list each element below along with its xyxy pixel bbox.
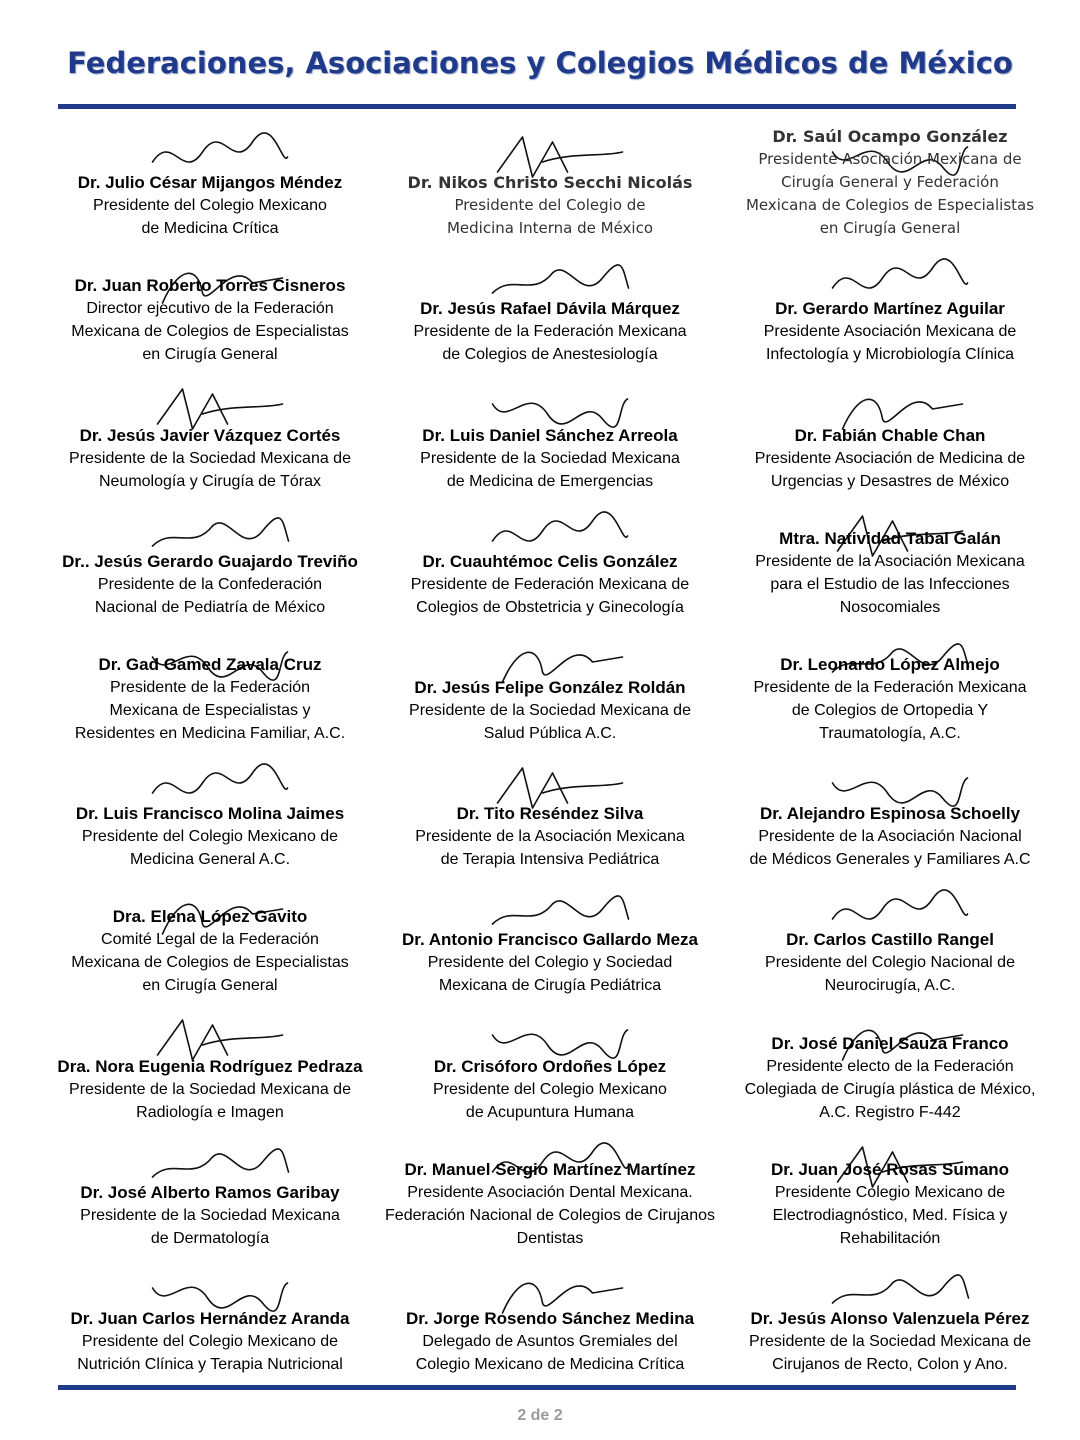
signatory-role: Presidente de la Sociedad Mexicana de Cirujanos de Recto, Colon y Ano. — [749, 1332, 1031, 1373]
signatory-name: Dra. Elena López Gavito — [112, 907, 308, 927]
signatory-role: Presidente electo de la Federación Colegiada de Cirugía plástica de México, A.C. Registro F-442 — [744, 1057, 1036, 1121]
signatory-block — [720, 623, 1060, 749]
signatory-role: Presidente del Colegio Mexicano de Nutrición Clínica y Terapia Nutricional — [77, 1332, 343, 1373]
signatory-name: Dr. Juan José Rosas Sumano — [770, 1159, 1010, 1179]
signatory-name: Dr. Jesús Rafael Dávila Márquez — [420, 299, 680, 319]
signatory-name: Dr. Jorge Rosendo Sánchez Medina — [405, 1308, 695, 1328]
signatory-block — [40, 875, 380, 1001]
signatory-role: Presidente del Colegio y Sociedad Mexicana de Cirugía Pediátrica — [427, 954, 673, 995]
signatory-name: Dr. Julio César Mijangos Méndez — [77, 173, 343, 193]
signatory-role: Presidente Asociación Dental Mexicana. Federación Nacional de Colegios de Cirujanos Dentistas — [385, 1183, 715, 1247]
signatory-block — [380, 623, 720, 749]
signatory-name: Dr. Jesús Alonso Valenzuela Pérez — [750, 1308, 1030, 1328]
signatory-block — [40, 244, 380, 370]
signatory-role: Presidente del Colegio Mexicano de Medicina Crítica — [93, 197, 327, 238]
footer-divider — [58, 1385, 1016, 1390]
signatory-role: Presidente Asociación Mexicana de Infectología y Microbiología Clínica — [763, 323, 1017, 364]
signatory-name: Dr. Gad Gamed Zavala Cruz — [98, 654, 322, 674]
signatory-name: Dr. Juan Carlos Hernández Aranda — [70, 1308, 350, 1328]
signatory-name: Dr. Gerardo Martínez Aguilar — [775, 299, 1005, 319]
signatory-role: Director ejecutivo de la Federación Mexicana de Colegios de Especialistas en Cirugía General — [71, 300, 349, 364]
signatory-name: Mtra. Natividad Tabal Galán — [779, 528, 1001, 548]
signatory-name: Dr. Luis Daniel Sánchez Arreola — [422, 425, 678, 445]
title-divider — [58, 104, 1016, 109]
signatory-block — [380, 1128, 720, 1254]
signatory-name: Dr. Nikos Christo Secchi Nicolás — [407, 173, 693, 193]
signatory-name: Dr. Jesús Javier Vázquez Cortés — [79, 425, 341, 445]
page-number: 2 de 2 — [517, 1407, 563, 1424]
signatory-name: Dr. Tito Reséndez Silva — [456, 804, 644, 824]
signatory-role: Presidente del Colegio de Medicina Interna de México — [446, 196, 654, 238]
signatory-block — [720, 118, 1060, 244]
signatory-block — [720, 497, 1060, 623]
signatory-name: Dr. Alejandro Espinosa Schoelly — [759, 804, 1021, 824]
signatory-role: Presidente de la Confederación Nacional de Pediatría de México — [94, 575, 326, 616]
signatory-block — [40, 497, 380, 623]
signatory-block — [720, 1128, 1060, 1254]
signatory-role: Presidente de la Federación Mexicana de Especialistas y Residentes en Medicina Familiar, A.C. — [74, 678, 346, 742]
signatory-role: Presidente Asociación Mexicana de Cirugía General y Federación Mexicana de Colegios de Especialistas en Cirugía General — [745, 150, 1035, 238]
signatory-role: Presidente de Federación Mexicana de Colegios de Obstetricia y Ginecología — [410, 575, 690, 616]
signatory-role: Delegado de Asuntos Gremiales del Colegio Mexicano de Medicina Crítica — [415, 1332, 685, 1373]
signatory-block — [40, 749, 380, 875]
signatory-role: Presidente de la Asociación Mexicana para el Estudio de las Infecciones Nosocomiales — [755, 552, 1025, 616]
signatory-role: Presidente de la Sociedad Mexicana de Radiología e Imagen — [69, 1080, 351, 1121]
signatory-name: Dr. Saúl Ocampo González — [772, 127, 1008, 147]
signatory-block — [720, 1001, 1060, 1127]
signatory-role: Presidente de la Sociedad Mexicana de Medicina de Emergencias — [420, 449, 680, 490]
page-title: Federaciones, Asociaciones y Colegios Médicos de México — [67, 46, 1013, 80]
signatory-name: Dr. Luis Francisco Molina Jaimes — [75, 804, 345, 824]
signatory-name: Dr. Manuel Sergio Martínez Martínez — [404, 1159, 696, 1179]
signatory-block — [720, 1254, 1060, 1380]
signatories-grid — [40, 118, 1060, 1380]
signatory-block — [40, 1001, 380, 1127]
signatory-name: Dr.. Jesús Gerardo Guajardo Treviño — [62, 551, 358, 571]
signatory-block — [40, 1254, 380, 1380]
signatory-name: Dr. Antonio Francisco Gallardo Meza — [402, 930, 698, 950]
signatory-block — [40, 1128, 380, 1254]
signatory-block — [720, 749, 1060, 875]
signatory-block — [380, 118, 720, 244]
signatory-block — [720, 370, 1060, 496]
signatory-role: Presidente del Colegio Mexicano de Medicina General A.C. — [81, 828, 339, 869]
signatory-block — [380, 875, 720, 1001]
signatory-name: Dr. Cuauhtémoc Celis González — [422, 551, 678, 571]
signatory-name: Dr. Carlos Castillo Rangel — [786, 930, 994, 950]
signatory-name: Dr. José Daniel Sauza Franco — [771, 1033, 1009, 1053]
signatory-role: Presidente de la Sociedad Mexicana de Dermatología — [80, 1206, 340, 1247]
signatory-name: Dr. Leonardo López Almejo — [780, 654, 1000, 674]
signatory-role: Presidente del Colegio Nacional de Neurocirugía, A.C. — [765, 954, 1015, 995]
signatory-block — [40, 623, 380, 749]
signatory-role: Presidente Asociación de Medicina de Urgencias y Desastres de México — [754, 449, 1026, 490]
signatory-block — [720, 244, 1060, 370]
signatory-block — [720, 875, 1060, 1001]
signatory-role: Presidente de la Asociación Mexicana de Terapia Intensiva Pediátrica — [415, 828, 685, 869]
signatory-role: Presidente de la Asociación Nacional de Médicos Generales y Familiares A.C — [749, 828, 1031, 869]
signatory-block — [380, 370, 720, 496]
signatory-block — [40, 118, 380, 244]
signatory-name: Dr. Fabián Chable Chan — [794, 425, 986, 445]
signatory-block — [380, 1254, 720, 1380]
signatory-block — [40, 370, 380, 496]
signatory-block — [380, 1001, 720, 1127]
signatory-block — [380, 497, 720, 623]
signatory-role: Presidente del Colegio Mexicano de Acupuntura Humana — [433, 1080, 667, 1121]
signatory-block — [380, 749, 720, 875]
signatory-name: Dr. Juan Roberto Torres Cisneros — [74, 276, 346, 296]
signatory-name: Dr. José Alberto Ramos Garibay — [80, 1182, 340, 1202]
signatory-role: Presidente de la Sociedad Mexicana de Neumología y Cirugía de Tórax — [69, 449, 351, 490]
signatory-name: Dr. Jesús Felipe González Roldán — [414, 677, 686, 697]
signatory-block — [380, 244, 720, 370]
signatory-role: Comité Legal de la Federación Mexicana de Colegios de Especialistas en Cirugía General — [71, 931, 349, 995]
signatory-role: Presidente Colegio Mexicano de Electrodiagnóstico, Med. Física y Rehabilitación — [772, 1183, 1008, 1247]
signatory-name: Dr. Crisóforo Ordoñes López — [433, 1056, 667, 1076]
signatory-role: Presidente de la Federación Mexicana de Colegios de Anestesiología — [413, 323, 687, 364]
signatory-role: Presidente de la Federación Mexicana de Colegios de Ortopedia Y Traumatología, A.C. — [753, 678, 1027, 742]
signatory-name: Dra. Nora Eugenia Rodríguez Pedraza — [57, 1056, 363, 1076]
signatory-role: Presidente de la Sociedad Mexicana de Salud Pública A.C. — [409, 701, 691, 742]
